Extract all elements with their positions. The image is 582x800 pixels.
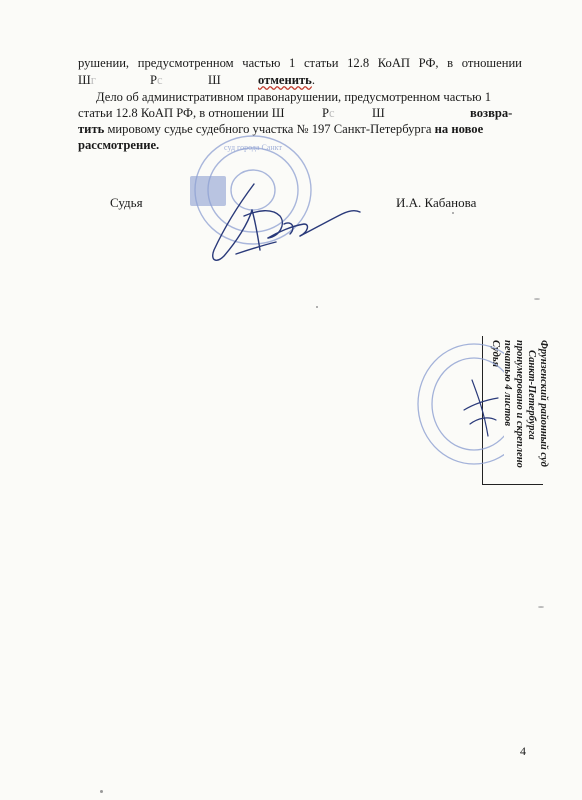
- text-line-1: [78, 56, 522, 70]
- bold-word: рассмотрение.: [78, 138, 160, 152]
- word: 12.8: [347, 56, 370, 70]
- text-fragment: мировому судье судебного участка № 197 Санкт-Петербурга: [104, 122, 435, 136]
- bold-word: на новое: [434, 122, 484, 136]
- signature-role: Судья: [110, 195, 143, 210]
- word: предусмотренном: [137, 56, 234, 70]
- bold-word: тить: [78, 122, 105, 136]
- word: КоАП: [377, 56, 411, 70]
- word: 1: [289, 56, 296, 70]
- cert-pages: печатью 4 листов: [502, 340, 513, 427]
- page-number: 4: [520, 744, 526, 758]
- redacted-name-part: Р: [150, 73, 158, 87]
- redacted-fragment-1: Рс: [322, 106, 335, 120]
- handwritten-signature: [196, 180, 366, 270]
- signature-name: И.А. Кабанова: [396, 195, 477, 210]
- redacted-name-part-2: Рс: [150, 73, 163, 87]
- action-word: отменить: [258, 73, 312, 87]
- word: отношении: [461, 56, 522, 70]
- word: в: [447, 56, 454, 70]
- word: статьи: [303, 56, 339, 70]
- cert-judge: Судья: [490, 340, 501, 368]
- scan-speck: [534, 298, 540, 300]
- word: РФ,: [418, 56, 439, 70]
- redacted-name-part-3: [208, 73, 221, 87]
- text-fragment: статьи 12.8 КоАП РФ, в отношении Ш: [78, 106, 285, 120]
- scan-speck: [100, 790, 103, 793]
- action-text: [258, 73, 315, 87]
- text-line-6: [78, 138, 159, 152]
- text-line-2: Шг: [78, 73, 96, 87]
- bold-word: возвра-: [470, 106, 513, 120]
- certification-seal-stamp: [414, 340, 504, 470]
- text-line-3: Дело об административном правонарушении, предусмотренном частью 1: [96, 90, 492, 104]
- redacted-name-part: Ш: [78, 73, 91, 87]
- svg-text:суд города Санкт: суд города Санкт: [224, 143, 282, 152]
- scan-speck: [316, 306, 318, 308]
- word: частью: [242, 56, 281, 70]
- redacted-name-part: Ш: [372, 106, 385, 120]
- cert-city: Санкт-Петербурга: [526, 350, 537, 440]
- word: рушении,: [78, 56, 130, 70]
- scan-speck: [452, 212, 454, 214]
- redacted-name-part: Ш: [208, 73, 221, 87]
- bold-fragment-1: [470, 106, 512, 120]
- text-line-4: [78, 106, 284, 120]
- redacted-name-part: Р: [322, 106, 330, 120]
- cert-numbered: пронумеровано и скреплено: [514, 340, 525, 468]
- period: .: [311, 73, 315, 87]
- cert-court-name: Фрунзенский районный суд: [538, 340, 549, 467]
- scan-speck: [538, 606, 544, 608]
- redacted-fragment-2: [372, 106, 385, 120]
